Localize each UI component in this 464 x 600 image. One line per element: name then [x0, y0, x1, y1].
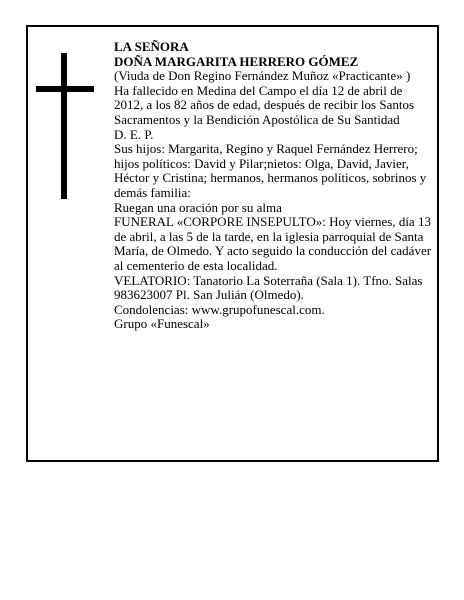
condolences-line: Condolencias: www.grupofunescal.com. [114, 301, 325, 317]
funeral-details: FUNERAL «CORPORE INSEPULTO»: Hoy viernes, día 13 de abril, a las 5 de la tarde, en la iglesia parroquial de Santa María, de Olmedo. Y acto seguido la conducción del cadáver al cementerio de esta localidad. [114, 214, 432, 273]
obituary-notice [26, 25, 439, 462]
rip-line: D. E. P. [114, 126, 154, 142]
family-list: Sus hijos: Margarita, Regino y Raquel Fernández Herrero; hijos políticos: David y Pilar;nietos: Olga, David, Javier, Héctor y Cristina; hermanos, hermanos políticos, sobrinos y demás familia: [114, 141, 427, 200]
latin-cross-icon [36, 53, 94, 199]
wake-details: VELATORIO: Tanatorio La Soterraña (Sala 1). Tfno. Salas 983623007 Pl. San Julián (Olmedo). [114, 272, 423, 303]
prayer-request: Ruegan una oración por su alma [114, 199, 282, 215]
funeral-home: Grupo «Funescal» [114, 316, 210, 332]
deceased-subtitle: (Viuda de Don Regino Fernández Muñoz «Practicante» ) [114, 68, 411, 84]
notice-title-line-1: LA SEÑORA [114, 39, 189, 54]
notice-text [114, 40, 432, 332]
deceased-name: DOÑA MARGARITA HERRERO GÓMEZ [114, 53, 359, 69]
cross-horizontal-bar [36, 86, 94, 92]
death-announcement: Ha fallecido en Medina del Campo el día 12 de abril de 2012, a los 82 años de edad, después de recibir los Santos Sacramentos y la Bendición Apostólica de Su Santidad [114, 82, 415, 127]
cross-vertical-bar [61, 53, 67, 199]
